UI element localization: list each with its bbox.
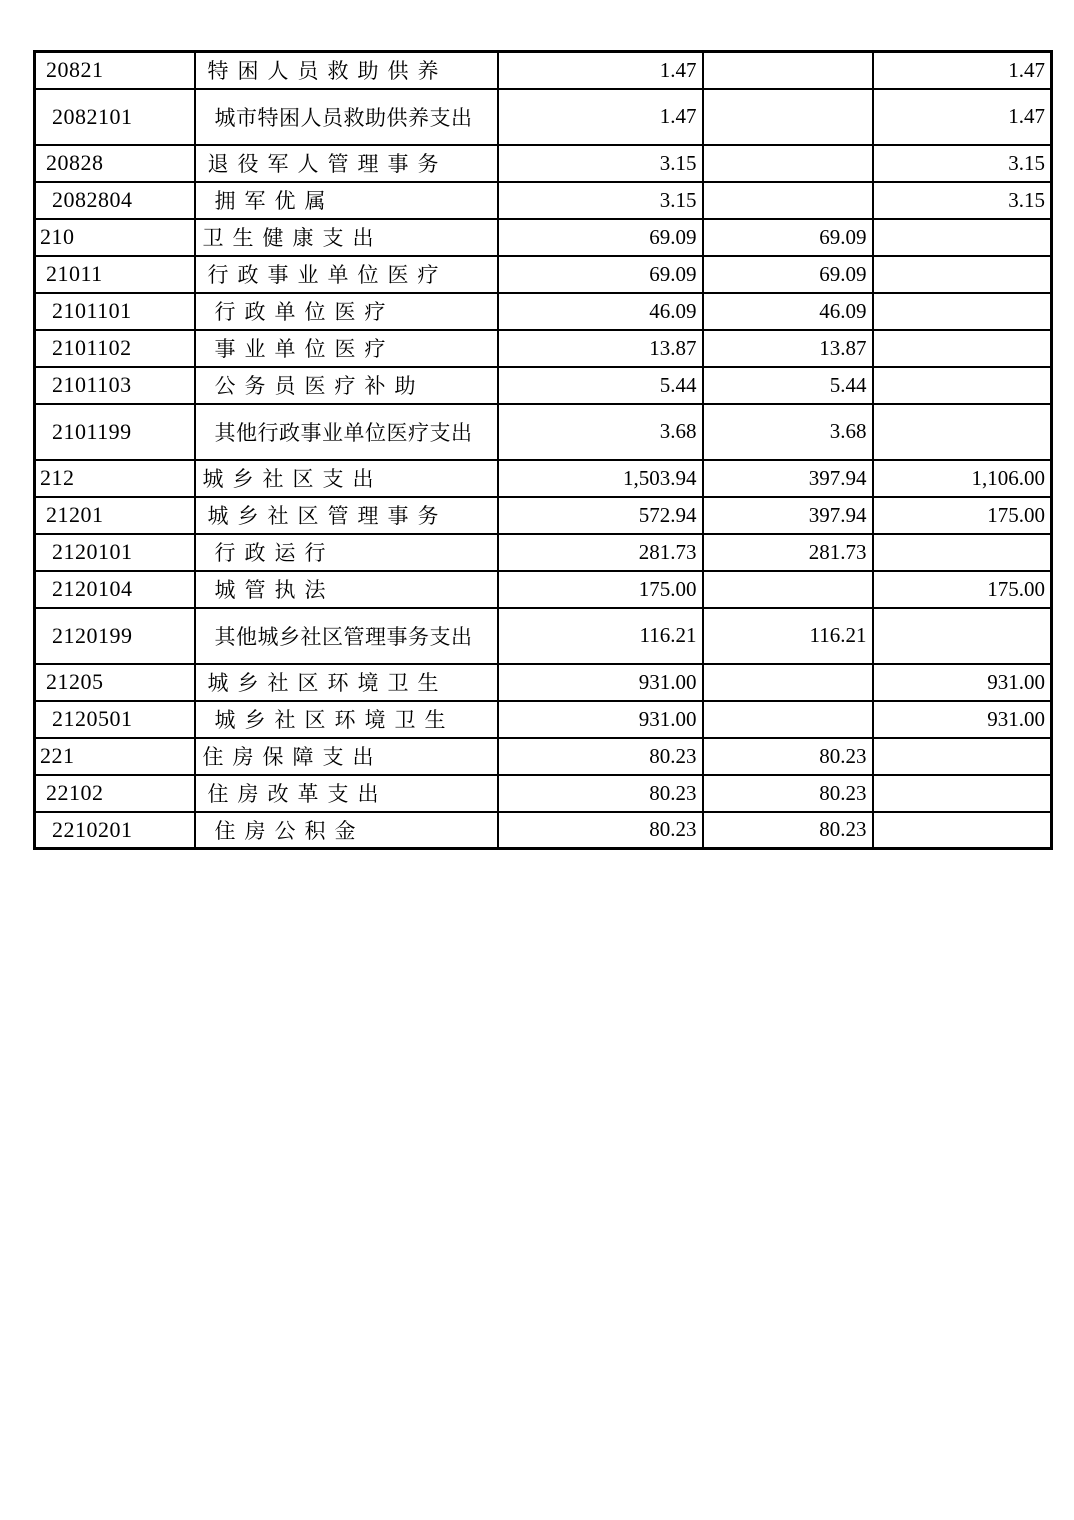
item-name-cell: 事业单位医疗 [195, 330, 498, 367]
amount-col3-cell: 931.00 [873, 664, 1052, 701]
amount-total-cell: 572.94 [498, 497, 703, 534]
amount-col2-cell [703, 701, 873, 738]
code-cell: 210 [35, 219, 195, 256]
amount-col2-cell [703, 145, 873, 182]
code-cell: 20828 [35, 145, 195, 182]
amount-col2-cell: 80.23 [703, 775, 873, 812]
code-cell: 2120104 [35, 571, 195, 608]
amount-total-cell: 80.23 [498, 738, 703, 775]
amount-total-cell: 116.21 [498, 608, 703, 664]
item-name-cell: 住房保障支出 [195, 738, 498, 775]
code-cell: 2210201 [35, 812, 195, 849]
amount-col3-cell [873, 219, 1052, 256]
amount-col2-cell [703, 571, 873, 608]
code-cell: 2101102 [35, 330, 195, 367]
item-name-cell: 城乡社区管理事务 [195, 497, 498, 534]
code-cell: 2101101 [35, 293, 195, 330]
amount-col3-cell [873, 738, 1052, 775]
amount-total-cell: 80.23 [498, 812, 703, 849]
amount-col2-cell: 80.23 [703, 812, 873, 849]
amount-total-cell: 69.09 [498, 256, 703, 293]
amount-col3-cell [873, 775, 1052, 812]
amount-col3-cell: 1,106.00 [873, 460, 1052, 497]
item-name-cell: 其他城乡社区管理事务支出 [195, 608, 498, 664]
amount-col3-cell [873, 812, 1052, 849]
table-row [35, 812, 1052, 849]
table-row [35, 608, 1052, 664]
amount-col2-cell: 3.68 [703, 404, 873, 460]
amount-col2-cell [703, 182, 873, 219]
item-name-cell: 城市特困人员救助供养支出 [195, 89, 498, 145]
table-row [35, 497, 1052, 534]
code-cell: 22102 [35, 775, 195, 812]
amount-col2-cell: 116.21 [703, 608, 873, 664]
table-row [35, 404, 1052, 460]
code-cell: 2120501 [35, 701, 195, 738]
amount-total-cell: 46.09 [498, 293, 703, 330]
amount-total-cell: 80.23 [498, 775, 703, 812]
table-row [35, 219, 1052, 256]
amount-total-cell: 3.68 [498, 404, 703, 460]
amount-total-cell: 3.15 [498, 145, 703, 182]
amount-col3-cell: 175.00 [873, 571, 1052, 608]
amount-col2-cell: 69.09 [703, 256, 873, 293]
item-name-cell: 公务员医疗补助 [195, 367, 498, 404]
item-name-cell: 特困人员救助供养 [195, 52, 498, 89]
item-name-cell: 拥军优属 [195, 182, 498, 219]
item-name-cell: 城乡社区支出 [195, 460, 498, 497]
amount-col2-cell: 5.44 [703, 367, 873, 404]
code-cell: 21201 [35, 497, 195, 534]
code-cell: 21011 [35, 256, 195, 293]
table-row [35, 330, 1052, 367]
item-name-cell: 行政事业单位医疗 [195, 256, 498, 293]
amount-col3-cell: 1.47 [873, 52, 1052, 89]
code-cell: 2082804 [35, 182, 195, 219]
code-cell: 2120199 [35, 608, 195, 664]
amount-total-cell: 1,503.94 [498, 460, 703, 497]
amount-col3-cell: 931.00 [873, 701, 1052, 738]
table-row [35, 664, 1052, 701]
amount-col2-cell: 397.94 [703, 497, 873, 534]
item-name-cell: 行政单位医疗 [195, 293, 498, 330]
amount-col2-cell: 13.87 [703, 330, 873, 367]
amount-col3-cell [873, 534, 1052, 571]
table-row [35, 738, 1052, 775]
table-row [35, 256, 1052, 293]
table-row [35, 775, 1052, 812]
item-name-cell: 城乡社区环境卫生 [195, 664, 498, 701]
amount-col3-cell [873, 367, 1052, 404]
amount-col3-cell [873, 608, 1052, 664]
amount-col3-cell: 175.00 [873, 497, 1052, 534]
amount-col3-cell [873, 293, 1052, 330]
item-name-cell: 城管执法 [195, 571, 498, 608]
item-name-cell: 城乡社区环境卫生 [195, 701, 498, 738]
amount-col3-cell [873, 404, 1052, 460]
code-cell: 221 [35, 738, 195, 775]
amount-total-cell: 931.00 [498, 701, 703, 738]
amount-col3-cell [873, 256, 1052, 293]
amount-total-cell: 175.00 [498, 571, 703, 608]
table-row [35, 182, 1052, 219]
table-row [35, 460, 1052, 497]
code-cell: 2120101 [35, 534, 195, 571]
item-name-cell: 其他行政事业单位医疗支出 [195, 404, 498, 460]
amount-col3-cell: 1.47 [873, 89, 1052, 145]
table-row [35, 534, 1052, 571]
amount-col2-cell: 397.94 [703, 460, 873, 497]
amount-col2-cell: 80.23 [703, 738, 873, 775]
item-name-cell: 行政运行 [195, 534, 498, 571]
table-row [35, 701, 1052, 738]
amount-col2-cell: 46.09 [703, 293, 873, 330]
table-row [35, 52, 1052, 89]
amount-col2-cell: 69.09 [703, 219, 873, 256]
table-row [35, 571, 1052, 608]
amount-total-cell: 281.73 [498, 534, 703, 571]
amount-col2-cell [703, 89, 873, 145]
item-name-cell: 退役军人管理事务 [195, 145, 498, 182]
amount-total-cell: 13.87 [498, 330, 703, 367]
amount-col2-cell [703, 664, 873, 701]
amount-col2-cell [703, 52, 873, 89]
code-cell: 21205 [35, 664, 195, 701]
table-body [35, 52, 1052, 849]
amount-total-cell: 931.00 [498, 664, 703, 701]
item-name-cell: 住房公积金 [195, 812, 498, 849]
amount-total-cell: 5.44 [498, 367, 703, 404]
table-row [35, 145, 1052, 182]
amount-col3-cell [873, 330, 1052, 367]
code-cell: 2101103 [35, 367, 195, 404]
amount-col3-cell: 3.15 [873, 182, 1052, 219]
amount-col2-cell: 281.73 [703, 534, 873, 571]
item-name-cell: 住房改革支出 [195, 775, 498, 812]
table-row [35, 367, 1052, 404]
budget-table [33, 50, 1053, 850]
amount-total-cell: 1.47 [498, 89, 703, 145]
amount-col3-cell: 3.15 [873, 145, 1052, 182]
code-cell: 20821 [35, 52, 195, 89]
amount-total-cell: 69.09 [498, 219, 703, 256]
table-row [35, 89, 1052, 145]
item-name-cell: 卫生健康支出 [195, 219, 498, 256]
code-cell: 2082101 [35, 89, 195, 145]
amount-total-cell: 1.47 [498, 52, 703, 89]
code-cell: 2101199 [35, 404, 195, 460]
table-row [35, 293, 1052, 330]
code-cell: 212 [35, 460, 195, 497]
amount-total-cell: 3.15 [498, 182, 703, 219]
